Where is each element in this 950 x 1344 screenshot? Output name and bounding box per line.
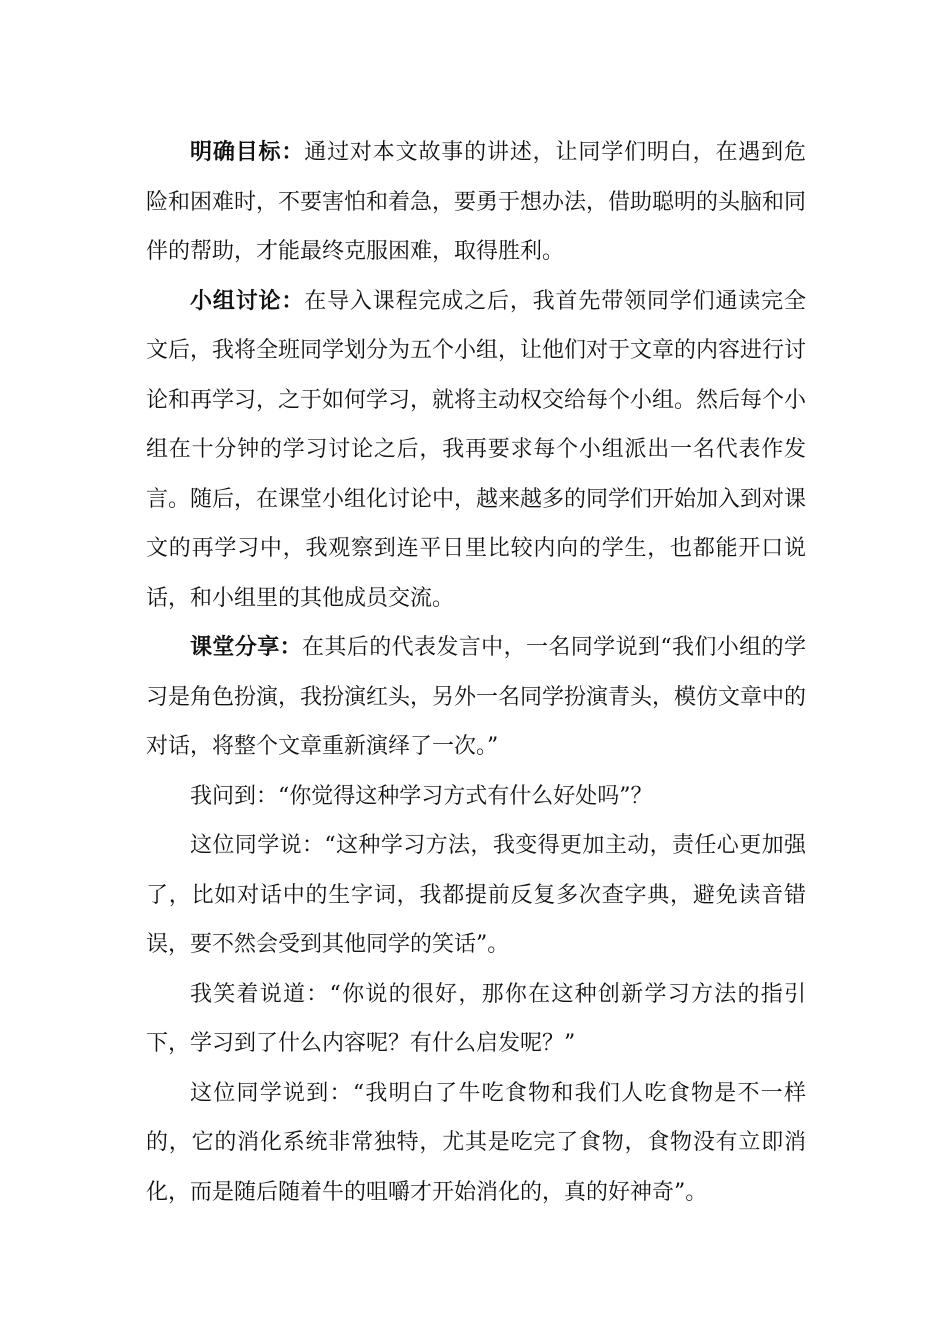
- paragraph-heading: 明确目标：: [190, 139, 305, 165]
- paragraph-group-discussion: [146, 277, 806, 624]
- paragraph-dialogue: [146, 772, 806, 822]
- paragraph-goal: [146, 128, 806, 277]
- paragraph-dialogue: [146, 970, 806, 1069]
- paragraph-text: 这位同学说到：“我明白了牛吃食物和我们人吃食物是不一样的，它的消化系统非常独特，尤其是吃完了食物，食物没有立即消化，而是随后随着牛的咀嚼才开始消化的，真的好神奇”。: [146, 1080, 806, 1205]
- paragraph-dialogue: [146, 1069, 806, 1218]
- paragraph-class-sharing: [146, 623, 806, 772]
- paragraph-heading: 小组讨论：: [190, 287, 305, 314]
- paragraph-text: 我笑着说道：“你说的很好，那你在这种创新学习方法的指引下，学习到了什么内容呢？有什么启发呢？”: [146, 981, 806, 1056]
- paragraph-text: 在其后的代表发言中，一名同学说到“我们小组的学习是角色扮演，我扮演红头，另外一名同学扮演青头，模仿文章中的对话，将整个文章重新演绎了一次。”: [146, 635, 807, 759]
- paragraph-text: 这位同学说：“这种学习方法，我变得更加主动，责任心更加强了，比如对话中的生字词，我都提前反复多次查字典，避免读音错误，要不然会受到其他同学的笑话”。: [146, 833, 806, 957]
- paragraph-text: 在导入课程完成之后，我首先带领同学们通读完全文后，我将全班同学划分为五个小组，让他们对于文章的内容进行讨论和再学习，之于如何学习，就将主动权交给每个小组。然后每个小组在十分钟的学习讨论之后，我再要求每个小组派出一名代表作发言。随后，在课堂小组化讨论中，越来越多的同学们开始加入到对课文的再学习中，我观察到连平日里比较内向的学生，也都能开口说话，和小组里的其他成员交流。: [146, 288, 807, 611]
- paragraph-text: 通过对本文故事的讲述，让同学们明白，在遇到危险和困难时，不要害怕和着急，要勇于想办法，借助聪明的头脑和同伴的帮助，才能最终克服困难，取得胜利。: [146, 140, 807, 264]
- paragraph-dialogue: [146, 821, 806, 970]
- document-body: [146, 128, 806, 1217]
- paragraph-text: 我问到：“你觉得这种学习方式有什么好处吗”？: [190, 783, 653, 809]
- paragraph-heading: 课堂分享：: [190, 634, 302, 660]
